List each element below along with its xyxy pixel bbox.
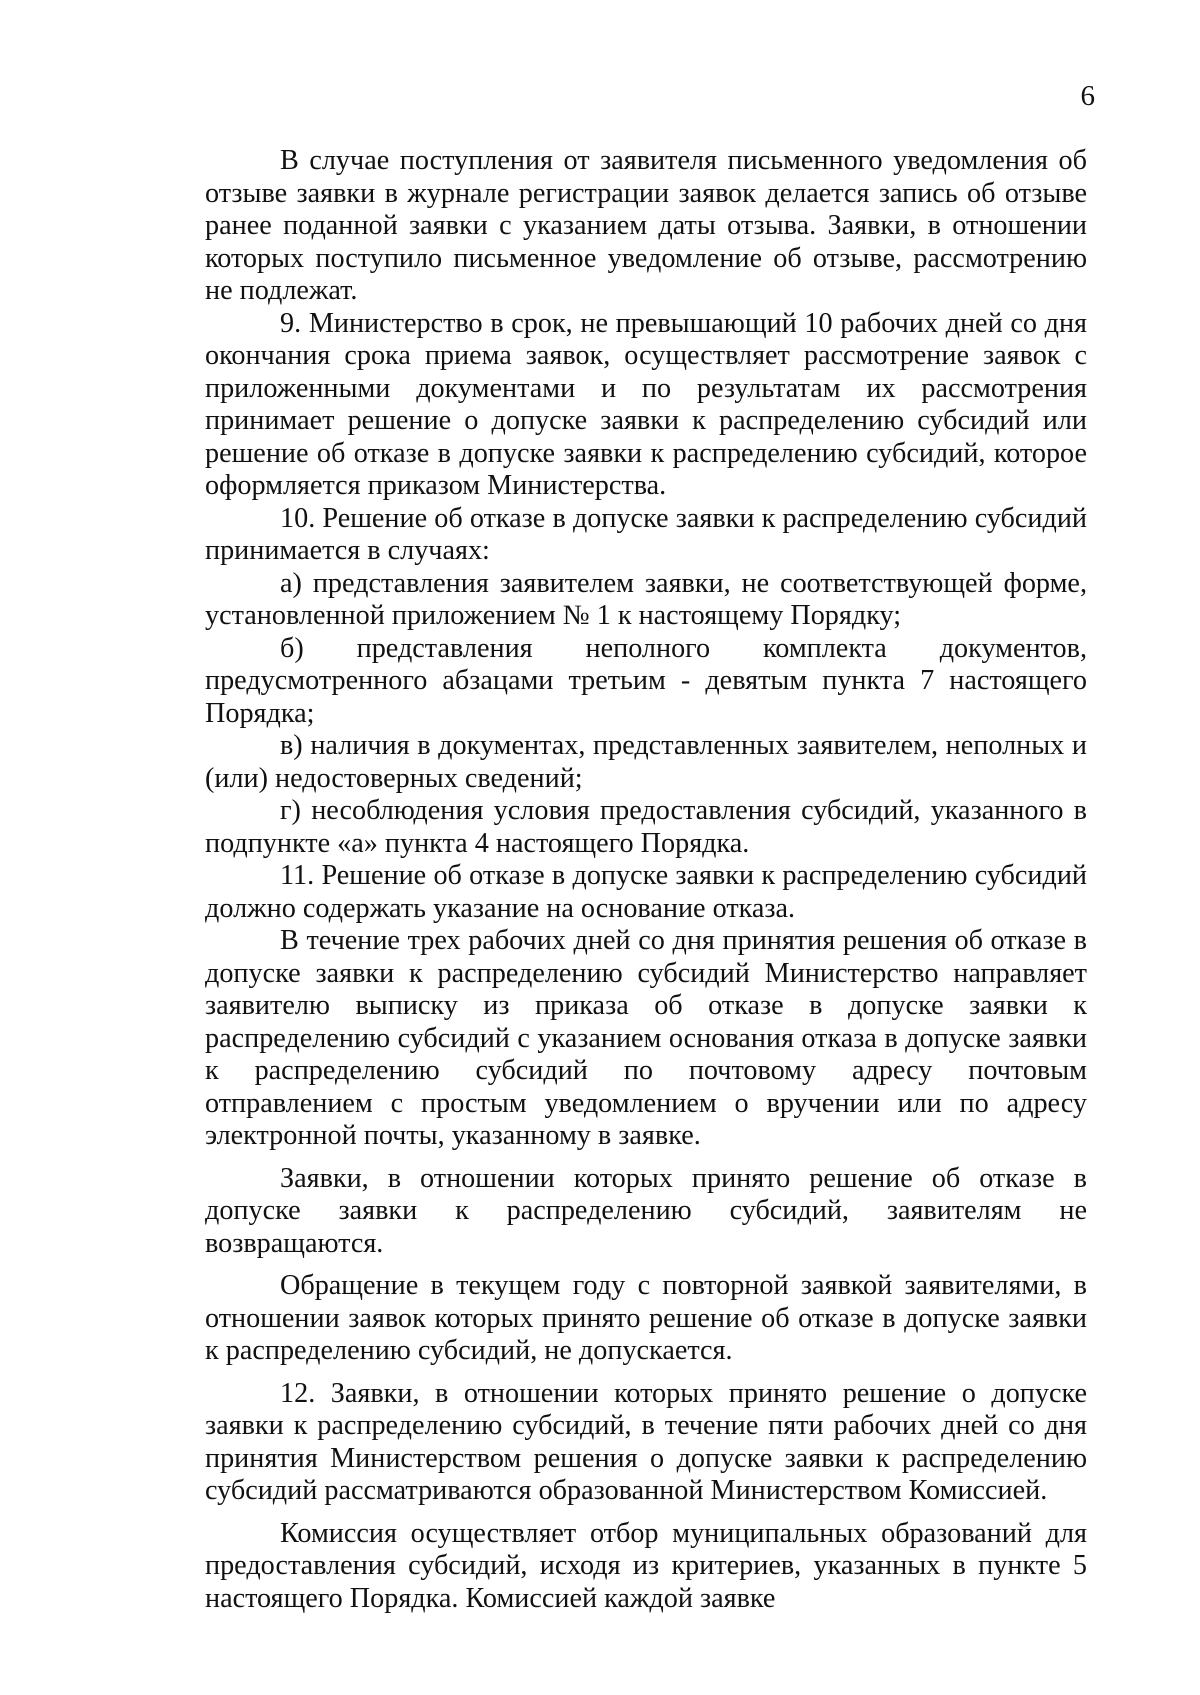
page-number: 6 <box>1080 80 1095 112</box>
paragraph-11-refusal-grounds: 11. Решение об отказе в допуске заявки к распределению субсидий должно содержать указание на основание отказа. <box>205 860 1087 924</box>
paragraph-10-item-a: а) представления заявителем заявки, не соответствующей форме, установленной приложением № 1 к настоящему Порядку; <box>205 567 1087 631</box>
paragraph-9-review: 9. Министерство в срок, не превышающий 10 рабочих дней со дня окончания срока приема заявок, осуществляет рассмотрение заявок с приложенными документами и по результатам их рассмотрения принимает решение о допуске заявки к распределению субсидий или решение об отказе в допуске заявки к распределению субсидий, которое оформляется приказом Министерства. <box>205 307 1087 501</box>
paragraph-12-commission-review: 12. Заявки, в отношении которых принято решение о допуске заявки к распределению субсидий, в течение пяти рабочих дней со дня принятия Министерством решения о допуске заявки к распределению субсидий рассматриваются образованной Министерством Комиссией. <box>205 1377 1087 1506</box>
document-body <box>205 145 1087 1615</box>
paragraph-withdrawal-notice: В случае поступления от заявителя письменного уведомления об отзыве заявки в журнале регистрации заявок делается запись об отзыве ранее поданной заявки с указанием даты отзыва. Заявки, в отношении которых поступило письменное уведомление об отзыве, рассмотрению не подлежат. <box>205 145 1087 306</box>
paragraph-10-refusal-cases: 10. Решение об отказе в допуске заявки к распределению субсидий принимается в случаях: <box>205 502 1087 566</box>
paragraph-12-commission-selection: Комиссия осуществляет отбор муниципальных образований для предоставления субсидий, исходя из критериев, указанных в пункте 5 настоящего Порядка. Комиссией каждой заявке <box>205 1517 1087 1614</box>
paragraph-10-item-b: б) представления неполного комплекта документов, предусмотренного абзацами третьим - девятым пункта 7 настоящего Порядка; <box>205 632 1087 729</box>
paragraph-11-not-returned: Заявки, в отношении которых принято решение об отказе в допуске заявки к распределению субсидий, заявителям не возвращаются. <box>205 1162 1087 1259</box>
paragraph-11-notification: В течение трех рабочих дней со дня принятия решения об отказе в допуске заявки к распределению субсидий Министерство направляет заявителю выписку из приказа об отказе в допуске заявки к распределению субсидий с указанием основания отказа в допуске заявки к распределению субсидий по почтовому адресу почтовым отправлением с простым уведомлением о вручении или по адресу электронной почты, указанному в заявке. <box>205 925 1087 1151</box>
paragraph-10-item-v: в) наличия в документах, представленных заявителем, неполных и (или) недостоверных сведений; <box>205 730 1087 794</box>
paragraph-11-repeat-application: Обращение в текущем году с повторной заявкой заявителями, в отношении заявок которых принято решение об отказе в допуске заявки к распределению субсидий, не допускается. <box>205 1270 1087 1366</box>
paragraph-10-item-g: г) несоблюдения условия предоставления субсидий, указанного в подпункте «а» пункта 4 настоящего Порядка. <box>205 795 1087 859</box>
